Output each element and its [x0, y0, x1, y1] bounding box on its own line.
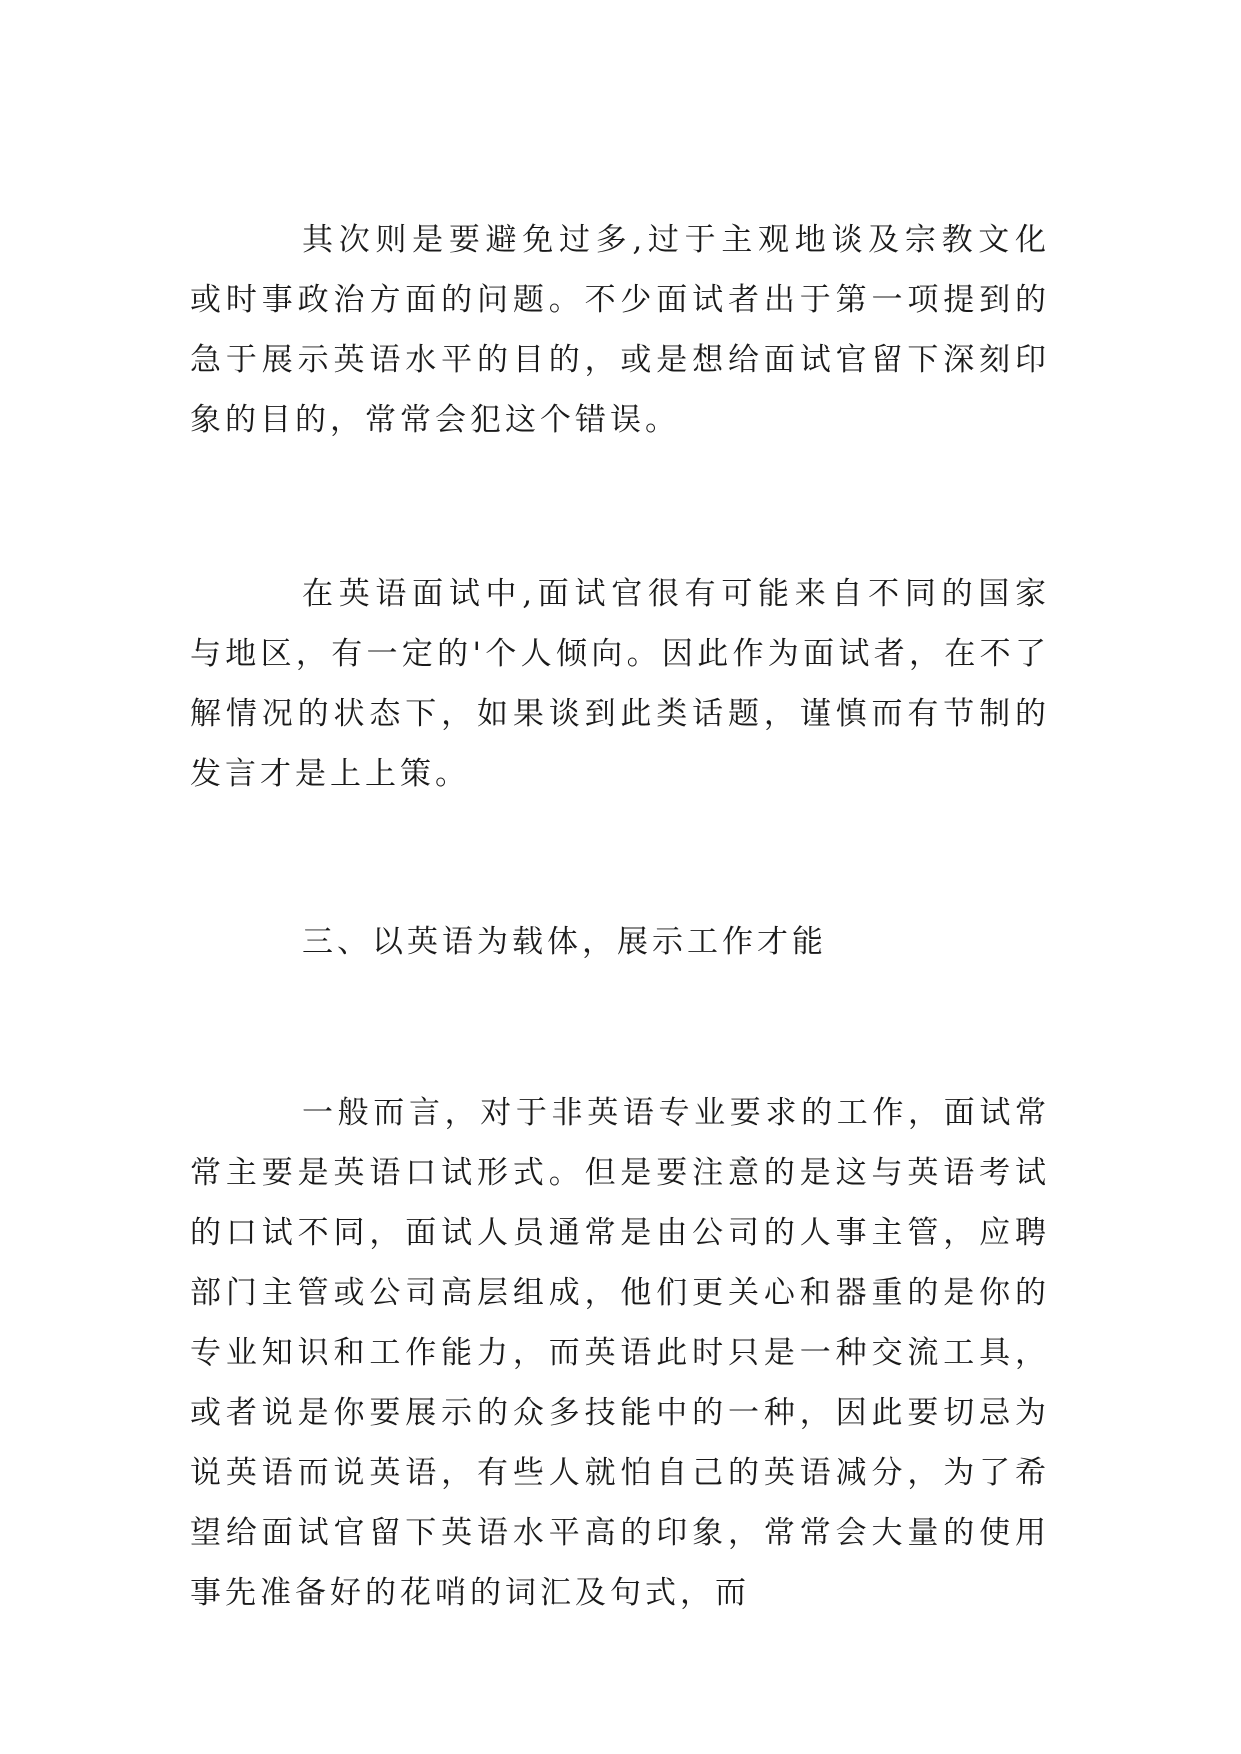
paragraph-interviewer-background: 在英语面试中,面试官很有可能来自不同的国家与地区，有一定的'个人倾向。因此作为面试者，在不了解情况的状态下，如果谈到此类话题，谨慎而有节制的发言才是上上策。	[190, 576, 1050, 792]
section-heading-3: 三、以英语为载体，展示工作才能	[302, 924, 827, 960]
paragraph-avoid-politics: 其次则是要避免过多,过于主观地谈及宗教文化或时事政治方面的问题。不少面试者出于第一项提到的急于展示英语水平的目的，或是想给面试官留下深刻印象的目的，常常会犯这个错误。	[190, 222, 1050, 438]
paragraph-english-as-tool: 一般而言，对于非英语专业要求的工作，面试常常主要是英语口试形式。但是要注意的是这与英语考试的口试不同，面试人员通常是由公司的人事主管，应聘部门主管或公司高层组成，他们更关心和器重的是你的专业知识和工作能力，而英语此时只是一种交流工具，或者说是你要展示的众多技能中的一种，因此要切忌为说英语而说英语，有些人就怕自己的英语减分，为了希望给面试官留下英语水平高的印象，常常会大量的使用事先准备好的花哨的词汇及句式，而	[190, 1095, 1050, 1611]
